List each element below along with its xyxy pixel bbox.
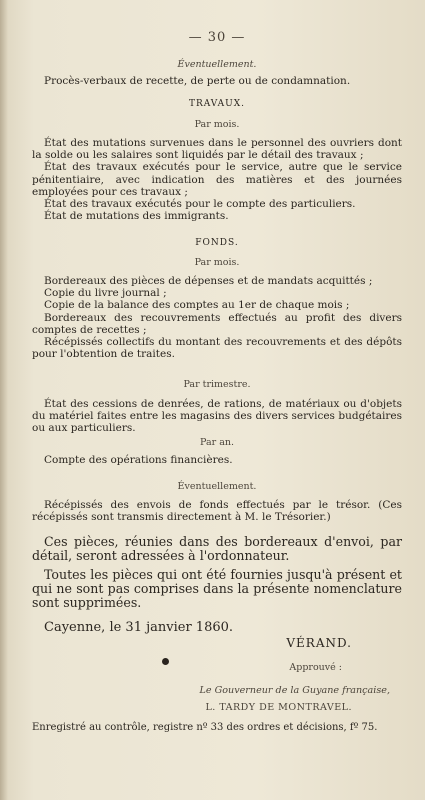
- travaux-item: État des travaux exécutés pour le compte des particuliers.: [44, 198, 356, 211]
- fonds-period: Par mois.: [194, 257, 240, 268]
- travaux-item: État des travaux exécutés pour le service, autre que le service pénitentiaire, avec indication des matières et des journées employées pour ces travaux ;: [32, 161, 402, 198]
- fonds-item: Copie de la balance des comptes au 1er de chaque mois ;: [44, 299, 350, 312]
- fonds-list: [32, 275, 402, 360]
- travaux-item: État des mutations survenues dans le personnel des ouvriers dont la solde ou les salaires sont liquidés par le détail des travaux ;: [32, 137, 402, 162]
- travaux-heading: TRAVAUX.: [188, 99, 246, 109]
- approuve-label: Approuvé :: [289, 662, 342, 673]
- trimestre-text: État des cessions de denrées, de rations, de matériaux ou d'objets du matériel faites entre les magasins des divers services budgétaires ou aux particuliers.: [32, 398, 402, 435]
- gouverneur-title: Le Gouverneur de la Guyane française,: [199, 685, 390, 696]
- travaux-period: Par mois.: [194, 119, 240, 130]
- signature: VÉRAND.: [286, 636, 352, 650]
- fonds-heading: FONDS.: [195, 238, 239, 248]
- travaux-list: [32, 137, 402, 222]
- travaux-item: État de mutations des immigrants.: [44, 210, 229, 223]
- closing-paragraph: Toutes les pièces qui ont été fournies jusqu'à présent et qui ne sont pas comprises dans la présente nomenclature sont supprimées.: [32, 567, 402, 611]
- annuel-period: Par an.: [200, 437, 234, 448]
- fonds-item: Récépissés collectifs du montant des recouvrements et des dépôts pour l'obtention de traites.: [32, 336, 402, 361]
- gouverneur-name: L. TARDY DE MONTRAVEL.: [205, 702, 352, 713]
- eventuellement-label-top: Éventuellement.: [177, 59, 257, 70]
- proces-verbaux-line: Procès-verbaux de recette, de perte ou de condamnation.: [44, 75, 351, 87]
- fonds-item: Bordereaux des recouvrements effectués au profit des divers comptes de recettes ;: [32, 311, 402, 336]
- enregistre-line: Enregistré au contrôle, registre nº 33 des ordres et décisions, fº 75.: [32, 722, 378, 733]
- fonds-item: Bordereaux des pièces de dépenses et de mandats acquittés ;: [44, 275, 373, 287]
- closing-paragraph: Ces pièces, réunies dans des bordereaux d'envoi, par détail, seront adressées à l'ordonnateur.: [32, 534, 402, 564]
- annuel-text: Compte des opérations financières.: [44, 454, 233, 466]
- trimestre-period: Par trimestre.: [183, 379, 251, 390]
- book-spine-shadow: [0, 0, 8, 800]
- page-number: — 30 —: [188, 30, 246, 45]
- eventuellement-text: Récépissés des envois de fonds effectués par le trésor. (Ces récépissés sont transmis directement à M. le Trésorier.): [32, 499, 402, 524]
- date-line: Cayenne, le 31 janvier 1860.: [44, 620, 234, 635]
- eventuellement-period: Éventuellement.: [177, 481, 257, 492]
- fonds-item: Copie du livre journal ;: [44, 287, 167, 300]
